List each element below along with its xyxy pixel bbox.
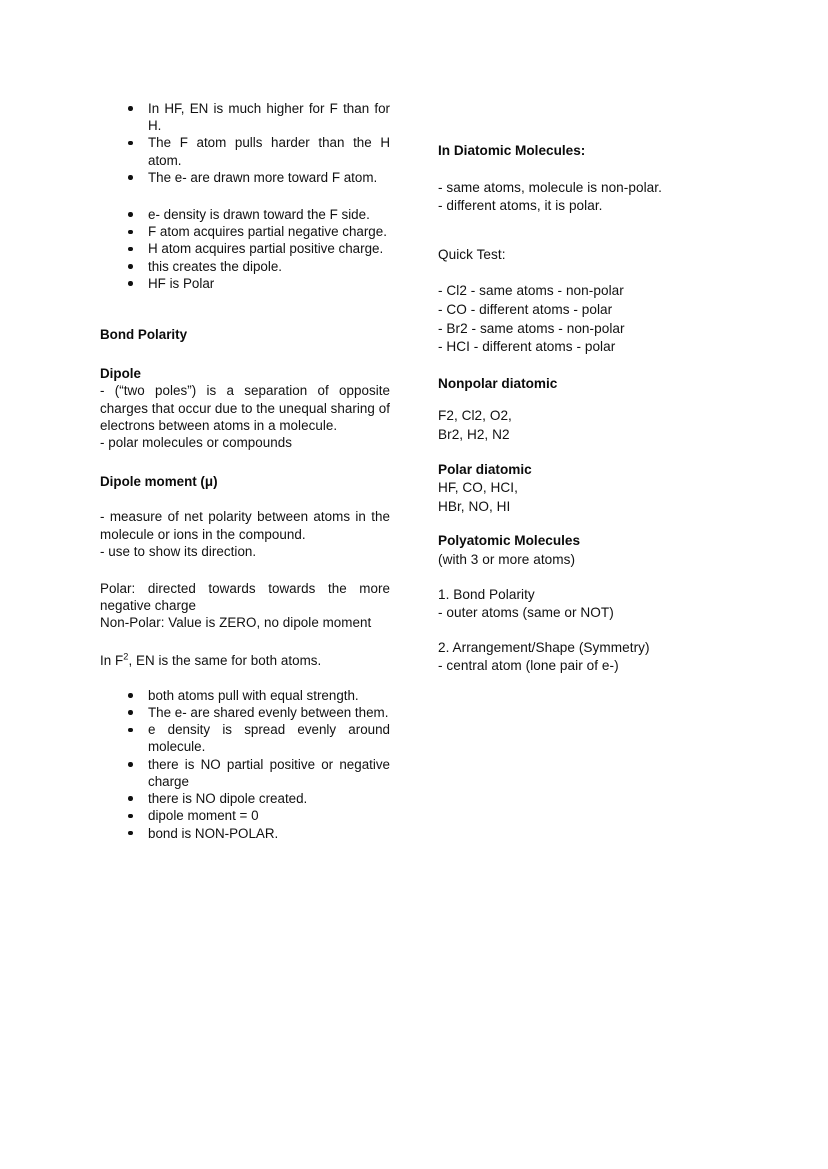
spacer [438, 357, 720, 375]
polar-diatomic-list-line-1: HF, CO, HCI, [438, 480, 518, 496]
list-item: there is NO partial positive or negative charge [100, 756, 390, 790]
list-item: there is NO dipole created. [100, 790, 390, 807]
factor-1-title: 1. Bond Polarity [438, 586, 535, 602]
spacer [438, 623, 720, 639]
quick-test-label: Quick Test: [438, 246, 506, 262]
spacer [438, 393, 720, 407]
list-item: F atom acquires partial negative charge. [100, 223, 390, 240]
f2-nonpolar-bullet-list [100, 687, 390, 842]
nonpolar-diatomic-list-line-2: Br2, H2, N2 [438, 426, 510, 442]
list-item: this creates the dipole. [100, 258, 390, 275]
spacer [438, 516, 720, 532]
dipole-moment-heading: Dipole moment (μ) [100, 474, 218, 490]
left-column [100, 100, 390, 842]
two-column-layout [100, 100, 720, 842]
factor-2-detail: - central atom (lone pair of e-) [438, 658, 619, 674]
dipole-note: - polar molecules or compounds [100, 435, 293, 451]
dipole-heading: Dipole [100, 366, 141, 382]
hf-polarity-bullet-list-2 [100, 206, 390, 292]
list-item: both atoms pull with equal strength. [100, 687, 390, 704]
bond-polarity-heading: Bond Polarity [100, 327, 188, 343]
quick-test-item: - Br2 - same atoms - non-polar [438, 320, 625, 336]
spacer [100, 292, 390, 326]
spacer [100, 490, 390, 508]
spacer [438, 445, 720, 461]
diatomic-rule-same-atoms: - same atoms, molecule is non-polar. [438, 179, 662, 195]
dipole-moment-definition: - measure of net polarity between atoms in the molecule or ions in the compound. [100, 509, 390, 542]
dipole-definition: - (“two poles”) is a separation of opposite charges that occur due to the unequal sharing of electrons between atoms in a molecule. [100, 383, 390, 433]
quick-test-item: - CO - different atoms - polar [438, 301, 613, 317]
right-column [438, 100, 720, 676]
list-item: e density is spread evenly around molecule. [100, 721, 390, 755]
quick-test-item: - HCI - different atoms - polar [438, 339, 616, 355]
f2-intro-suffix: , EN is the same for both atoms. [128, 652, 322, 668]
diatomic-molecules-heading: In Diatomic Molecules: [438, 143, 586, 158]
spacer [438, 570, 720, 586]
hf-polarity-bullet-list-1 [100, 100, 390, 186]
factor-1-detail: - outer atoms (same or NOT) [438, 605, 614, 621]
f2-intro-prefix: In F [100, 652, 124, 668]
f2-intro-line [100, 652, 390, 669]
nonpolar-value-line: Non-Polar: Value is ZERO, no dipole moment [100, 615, 372, 631]
list-item: bond is NON-POLAR. [100, 825, 390, 842]
polyatomic-subtitle: (with 3 or more atoms) [438, 551, 576, 567]
spacer [100, 451, 390, 473]
polar-diatomic-list-line-2: HBr, NO, HI [438, 498, 511, 514]
spacer [438, 264, 720, 282]
factor-2-title: 2. Arrangement/Shape (Symmetry) [438, 639, 650, 655]
list-item: HF is Polar [100, 275, 390, 292]
list-item: The e- are shared evenly between them. [100, 704, 390, 721]
nonpolar-diatomic-heading: Nonpolar diatomic [438, 375, 558, 391]
spacer [100, 632, 390, 652]
list-item: In HF, EN is much higher for F than for H. [100, 100, 390, 134]
polar-diatomic-heading: Polar diatomic [438, 461, 532, 477]
list-item: dipole moment = 0 [100, 807, 390, 824]
spacer [100, 560, 390, 580]
quick-test-item: - Cl2 - same atoms - non-polar [438, 283, 624, 299]
spacer [100, 343, 390, 365]
list-item: The e- are drawn more toward F atom. [100, 169, 390, 186]
spacer [438, 216, 720, 246]
spacer [100, 669, 390, 687]
nonpolar-diatomic-list-line-1: F2, Cl2, O2, [438, 408, 512, 424]
spacer [100, 186, 390, 206]
diatomic-rule-different-atoms: - different atoms, it is polar. [438, 198, 603, 214]
list-item: The F atom pulls harder than the H atom. [100, 134, 390, 168]
f2-superscript: 2 [123, 651, 129, 662]
dipole-moment-usage: - use to show its direction. [100, 543, 257, 559]
list-item: H atom acquires partial positive charge. [100, 240, 390, 257]
polar-direction-line: Polar: directed towards towards the more negative charge [100, 581, 390, 614]
spacer [438, 161, 720, 179]
list-item: e- density is drawn toward the F side. [100, 206, 390, 223]
page-content [100, 100, 720, 842]
polyatomic-molecules-heading: Polyatomic Molecules [438, 533, 581, 549]
